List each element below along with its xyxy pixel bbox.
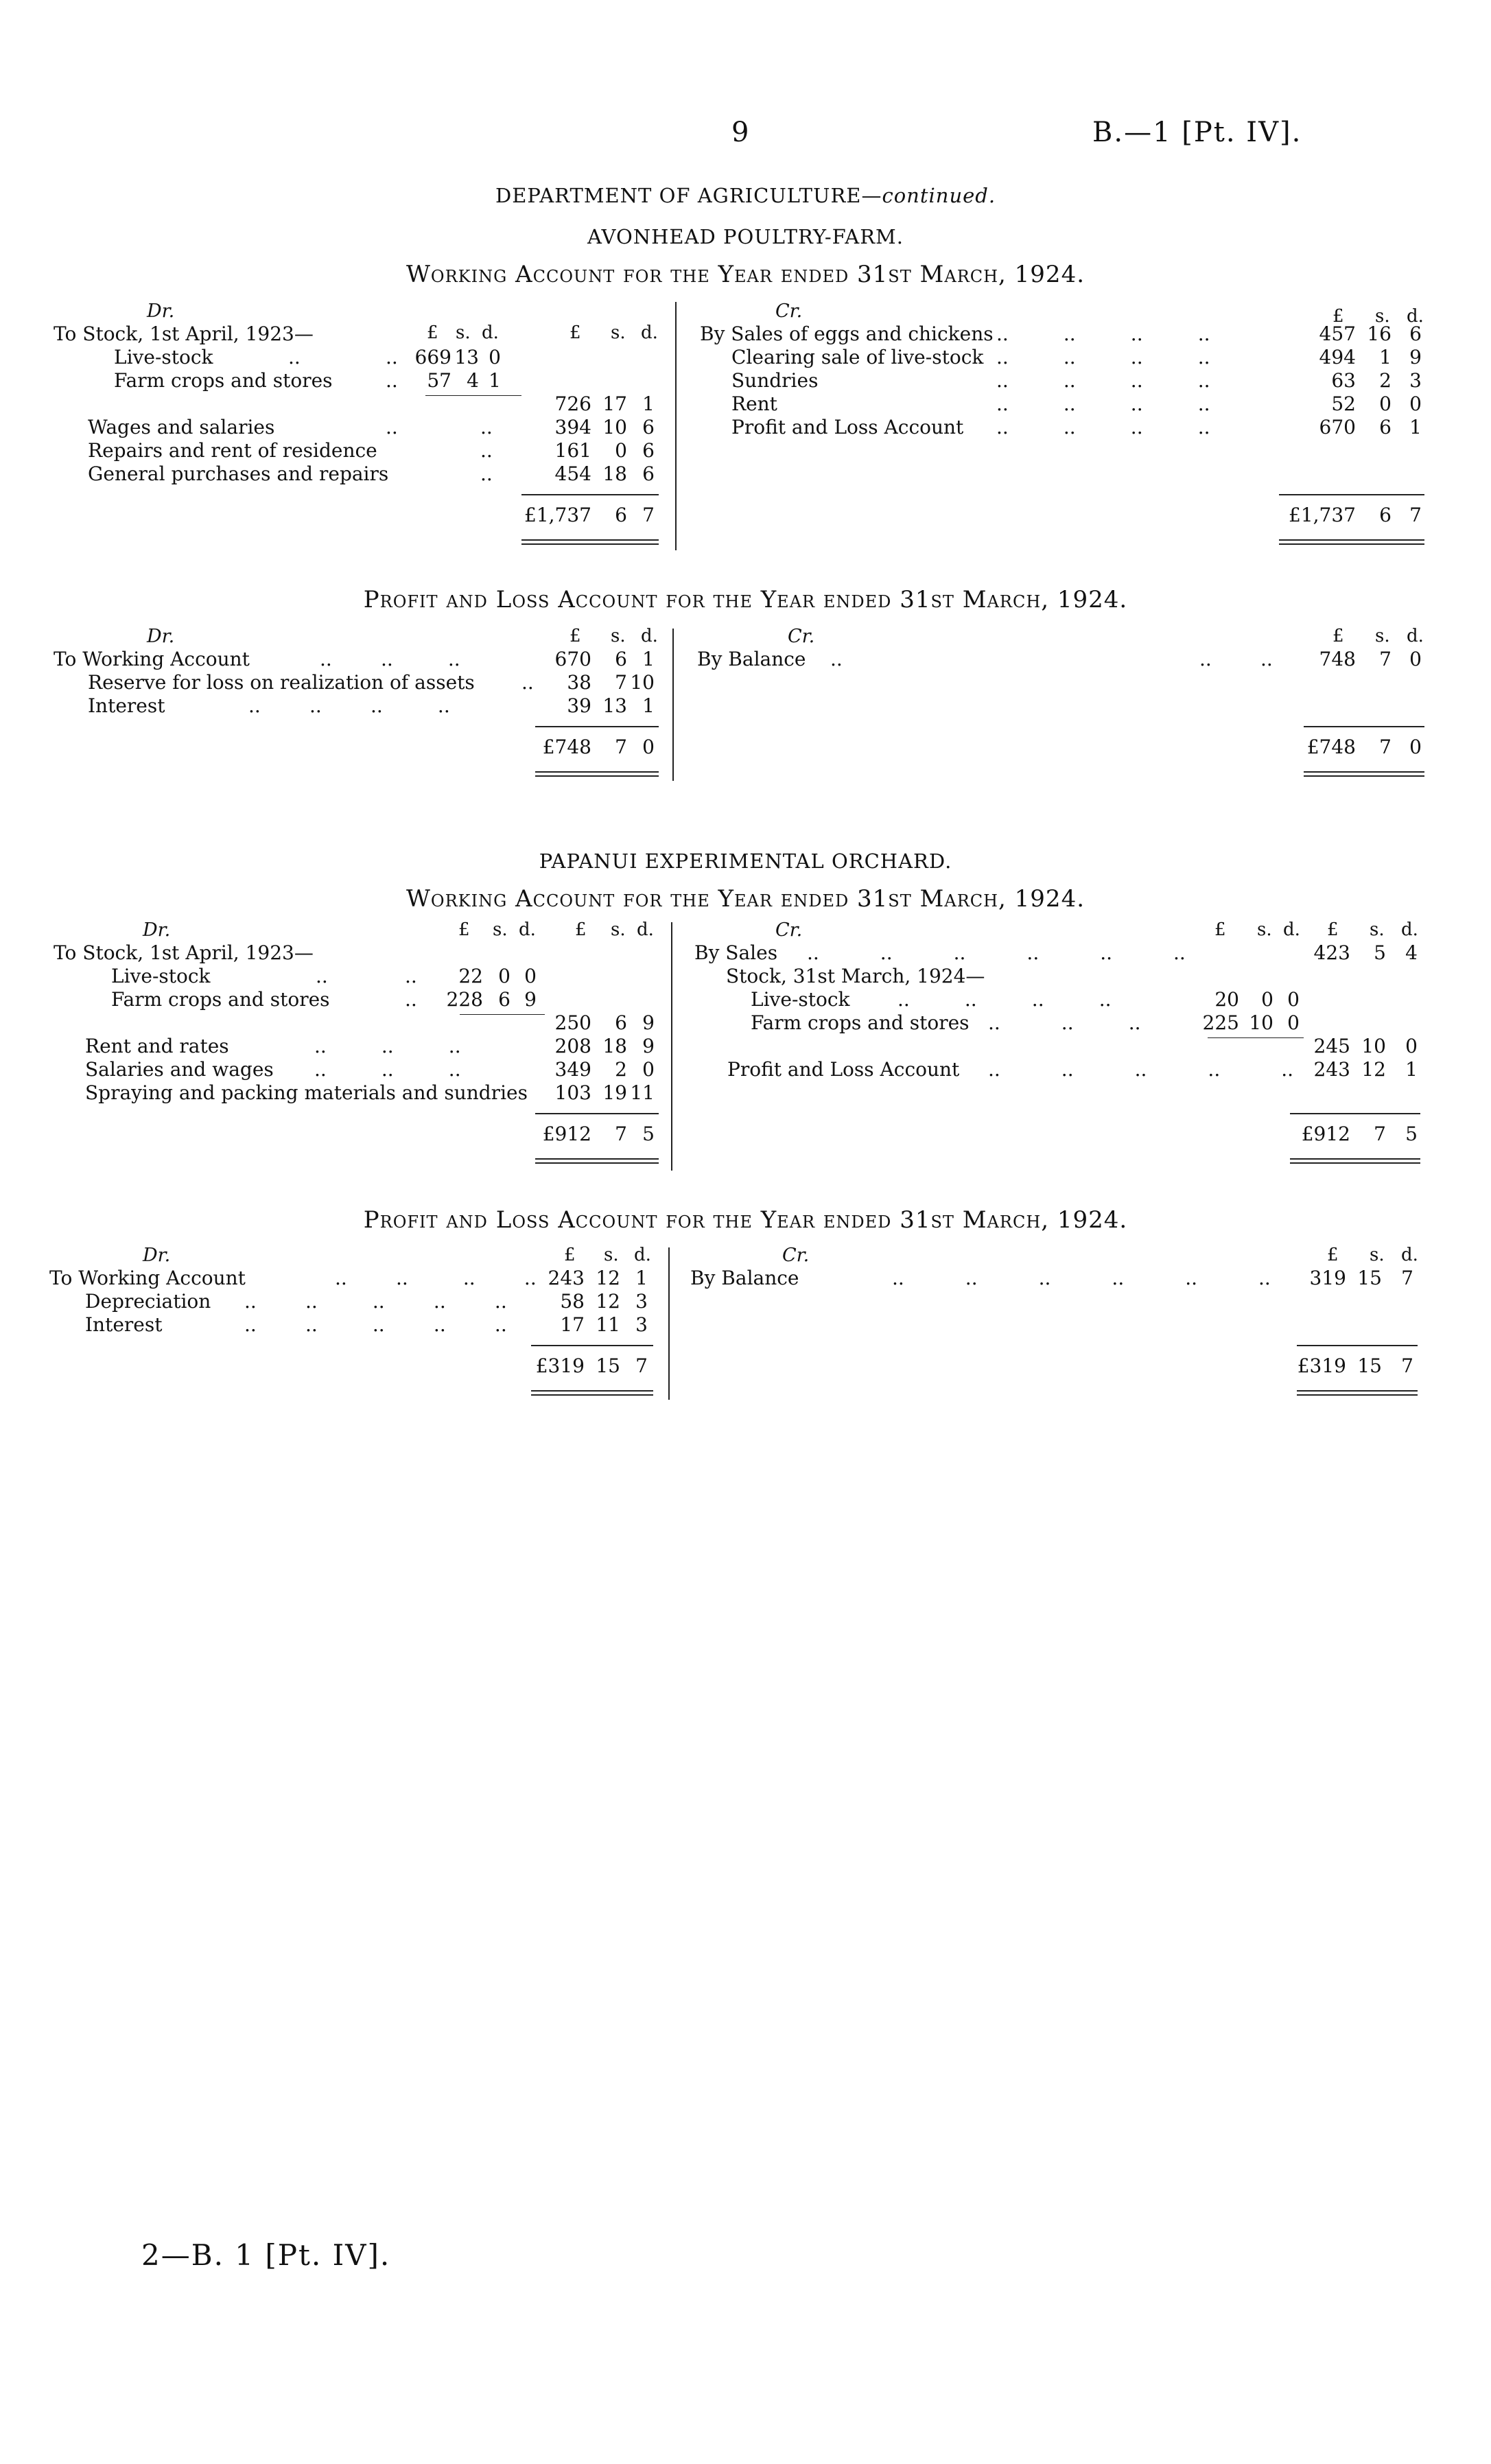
currency-pound: £ [458, 919, 470, 940]
stock-label: To Stock, 1st April, 1923— [54, 941, 314, 964]
amount-pence: 11 [630, 1081, 655, 1104]
amount-pounds: 494 [1319, 346, 1356, 368]
subtotal-pence: 0 [1405, 1035, 1418, 1057]
amount-pounds: 161 [554, 439, 591, 462]
amount-shillings: 12 [596, 1290, 620, 1313]
total-shillings: 7 [1379, 736, 1392, 758]
amount-shillings: 7 [1379, 648, 1392, 670]
total-shillings: 7 [1374, 1123, 1386, 1145]
amount-shillings: 13 [454, 346, 479, 368]
amount-pounds: 319 [1309, 1267, 1346, 1289]
amount-pounds: 103 [554, 1081, 591, 1104]
currency-pound: £ [1327, 919, 1339, 940]
currency-pence: d. [482, 322, 499, 343]
currency-pence: d. [641, 322, 658, 343]
subtotal-pounds: 250 [554, 1011, 591, 1034]
amount-pence: 10 [630, 671, 655, 694]
amount-pounds: 670 [1319, 416, 1356, 438]
amount-shillings: 18 [602, 462, 627, 485]
dr-heading: Dr. [147, 626, 175, 647]
total-shillings: 7 [615, 736, 627, 758]
total-pence: 5 [1405, 1123, 1418, 1145]
section-title-papanui: PAPANUI EXPERIMENTAL ORCHARD. [539, 849, 952, 873]
by-balance-label: By Balance [697, 648, 806, 670]
amount-pounds: 38 [567, 671, 591, 694]
farm-crops-label: Farm crops and stores [751, 1011, 970, 1034]
amount-shillings: 11 [596, 1313, 620, 1336]
column-divider [671, 922, 672, 1171]
pl-account-label: Profit and Loss Account [727, 1058, 960, 1081]
total-pence: 7 [635, 1354, 648, 1377]
currency-pound: £ [1332, 306, 1344, 327]
total-pounds: £1,737 [1289, 504, 1356, 526]
amount-shillings: 0 [1261, 988, 1273, 1011]
total-pounds: £748 [542, 736, 591, 758]
amount-pence: 0 [1409, 392, 1422, 415]
total-shillings: 6 [615, 504, 627, 526]
currency-shilling: s. [1375, 626, 1390, 646]
amount-pounds: 243 [1313, 1058, 1350, 1081]
cr-row-label: Clearing sale of live-stock [731, 346, 984, 368]
currency-shilling: s. [611, 919, 626, 940]
section-title-avonhead: AVONHEAD POULTRY-FARM. [587, 225, 904, 248]
amount-pence: 9 [1409, 346, 1422, 368]
working-account-title: Working Account for the Year ended 31st March, 1924. [406, 885, 1085, 913]
amount-pounds: 243 [548, 1267, 585, 1289]
total-pence: 5 [642, 1123, 655, 1145]
amount-shillings: 0 [1379, 392, 1392, 415]
currency-pound: £ [1214, 919, 1226, 940]
amount-pence: 3 [635, 1290, 648, 1313]
amount-pounds: 349 [554, 1058, 591, 1081]
currency-shilling: s. [1375, 306, 1390, 327]
department-heading: DEPARTMENT OF AGRICULTURE—continued. [495, 184, 996, 207]
currency-pound: £ [575, 919, 587, 940]
column-divider [672, 629, 674, 781]
column-divider [668, 1247, 670, 1400]
total-shillings: 15 [596, 1354, 620, 1377]
pl-row-label: Depreciation [85, 1290, 211, 1313]
total-shillings: 6 [1379, 504, 1392, 526]
amount-pence: 6 [642, 439, 655, 462]
total-pence: 7 [642, 504, 655, 526]
total-pence: 7 [1401, 1354, 1413, 1377]
live-stock-label: Live-stock [751, 988, 850, 1011]
profit-loss-title: Profit and Loss Account for the Year ended 31st March, 1924. [363, 586, 1128, 613]
amount-pounds: 748 [1319, 648, 1356, 670]
amount-shillings: 4 [467, 369, 479, 392]
by-sales-label: By Sales [694, 941, 778, 964]
cr-row-label: Sundries [731, 369, 819, 392]
pl-row-label: To Working Account [49, 1267, 246, 1289]
currency-shilling: s. [493, 919, 508, 940]
document-reference: B.—1 [Pt. IV]. [1092, 117, 1302, 148]
amount-pence: 1 [1409, 416, 1422, 438]
currency-shilling: s. [1370, 1245, 1385, 1265]
subtotal-pence: 1 [642, 392, 655, 415]
amount-pounds: 52 [1331, 392, 1356, 415]
amount-shillings: 5 [1374, 941, 1386, 964]
amount-shillings: 12 [1361, 1058, 1386, 1081]
dr-heading: Dr. [147, 301, 175, 322]
total-pounds: £912 [1301, 1123, 1350, 1145]
pl-row-label: To Working Account [54, 648, 250, 670]
cr-heading: Cr. [775, 919, 803, 941]
general-purchases-label: General purchases and repairs [88, 462, 389, 485]
amount-shillings: 13 [602, 694, 627, 717]
amount-pence: 3 [635, 1313, 648, 1336]
subtotal-pounds: 245 [1313, 1035, 1350, 1057]
total-pounds: £912 [542, 1123, 591, 1145]
amount-shillings: 0 [498, 965, 510, 987]
spraying-label: Spraying and packing materials and sundries [85, 1081, 528, 1104]
currency-pound: £ [564, 1245, 576, 1265]
currency-pence: d. [1401, 1245, 1418, 1265]
amount-shillings: 6 [1379, 416, 1392, 438]
amount-pence: 9 [524, 988, 537, 1011]
amount-shillings: 6 [498, 988, 510, 1011]
subtotal-pence: 9 [642, 1011, 655, 1034]
amount-pounds: 208 [554, 1035, 591, 1057]
footer-reference: 2—B. 1 [Pt. IV]. [141, 2238, 391, 2272]
amount-pence: 6 [1409, 322, 1422, 345]
currency-pound: £ [1332, 626, 1344, 646]
amount-pounds: 457 [1319, 322, 1356, 345]
pl-row-label: Reserve for loss on realization of assets [88, 671, 475, 694]
live-stock-label: Live-stock [111, 965, 211, 987]
currency-pence: d. [519, 919, 536, 940]
amount-pounds: 225 [1202, 1011, 1239, 1034]
amount-pence: 0 [1409, 648, 1422, 670]
amount-shillings: 10 [602, 416, 627, 438]
amount-shillings: 7 [615, 671, 627, 694]
cr-row-label: Profit and Loss Account [731, 416, 964, 438]
currency-pence: d. [1401, 919, 1418, 940]
amount-pence: 0 [642, 1058, 655, 1081]
amount-pounds: 22 [458, 965, 483, 987]
subtotal-shillings: 17 [602, 392, 627, 415]
amount-pounds: 670 [554, 648, 591, 670]
pl-row-label: Interest [88, 694, 165, 717]
total-pounds: £748 [1306, 736, 1356, 758]
currency-pence: d. [634, 1245, 651, 1265]
amount-pounds: 669 [414, 346, 451, 368]
amount-shillings: 18 [602, 1035, 627, 1057]
currency-pence: d. [637, 919, 654, 940]
amount-shillings: 10 [1249, 1011, 1273, 1034]
amount-pence: 6 [642, 416, 655, 438]
amount-pounds: 57 [427, 369, 451, 392]
amount-shillings: 6 [615, 648, 627, 670]
subtotal-pounds: 726 [554, 392, 591, 415]
currency-shilling: s. [604, 1245, 619, 1265]
amount-pounds: 17 [560, 1313, 585, 1336]
amount-pounds: 58 [560, 1290, 585, 1313]
amount-pence: 7 [1401, 1267, 1413, 1289]
dr-heading: Dr. [143, 919, 171, 941]
amount-shillings: 15 [1357, 1267, 1382, 1289]
pl-row-label: Interest [85, 1313, 163, 1336]
currency-shilling: s. [1370, 919, 1385, 940]
currency-pence: d. [1283, 919, 1300, 940]
column-divider [675, 302, 677, 550]
amount-pounds: 228 [446, 988, 483, 1011]
amount-pence: 4 [1405, 941, 1418, 964]
amount-shillings: 2 [1379, 369, 1392, 392]
amount-pence: 0 [524, 965, 537, 987]
stock-31-march-label: Stock, 31st March, 1924— [726, 965, 985, 987]
amount-pence: 3 [1409, 369, 1422, 392]
amount-shillings: 0 [615, 439, 627, 462]
page-number: 9 [731, 117, 749, 148]
rent-rates-label: Rent and rates [85, 1035, 229, 1057]
dr-heading: Dr. [143, 1245, 171, 1266]
amount-pence: 0 [1287, 988, 1300, 1011]
amount-pence: 1 [642, 648, 655, 670]
amount-shillings: 16 [1367, 322, 1392, 345]
cr-row-label: Rent [731, 392, 777, 415]
amount-shillings: 2 [615, 1058, 627, 1081]
live-stock-label: Live-stock [114, 346, 213, 368]
repairs-label: Repairs and rent of residence [88, 439, 377, 462]
profit-loss-title: Profit and Loss Account for the Year ended 31st March, 1924. [363, 1206, 1128, 1234]
currency-pence: d. [1407, 626, 1424, 646]
total-shillings: 7 [615, 1123, 627, 1145]
total-shillings: 15 [1357, 1354, 1382, 1377]
by-balance-label: By Balance [690, 1267, 799, 1289]
amount-shillings: 12 [596, 1267, 620, 1289]
currency-pound: £ [570, 322, 581, 343]
amount-pounds: 39 [567, 694, 591, 717]
total-pounds: £319 [535, 1354, 585, 1377]
currency-pound: £ [427, 322, 438, 343]
currency-pence: d. [641, 626, 658, 646]
subtotal-shillings: 10 [1361, 1035, 1386, 1057]
amount-pence: 9 [642, 1035, 655, 1057]
amount-pence: 1 [489, 369, 501, 392]
amount-pounds: 423 [1313, 941, 1350, 964]
total-pence: 0 [1409, 736, 1422, 758]
currency-pound: £ [570, 626, 581, 646]
total-pence: 7 [1409, 504, 1422, 526]
amount-pence: 1 [635, 1267, 648, 1289]
amount-pence: 1 [642, 694, 655, 717]
cr-row-label: By Sales of eggs and chickens [700, 322, 994, 345]
amount-pounds: 454 [554, 462, 591, 485]
amount-shillings: 1 [1379, 346, 1392, 368]
working-account-title: Working Account for the Year ended 31st March, 1924. [406, 261, 1085, 288]
cr-heading: Cr. [775, 301, 803, 322]
farm-crops-label: Farm crops and stores [111, 988, 330, 1011]
wages-label: Wages and salaries [88, 416, 275, 438]
amount-pounds: 63 [1331, 369, 1356, 392]
amount-pence: 0 [489, 346, 501, 368]
total-pounds: £1,737 [524, 504, 591, 526]
amount-pence: 0 [1287, 1011, 1300, 1034]
currency-shilling: s. [611, 322, 626, 343]
currency-shilling: s. [611, 626, 626, 646]
cr-heading: Cr. [788, 626, 815, 647]
amount-pence: 6 [642, 462, 655, 485]
amount-pence: 1 [1405, 1058, 1418, 1081]
amount-pounds: 394 [554, 416, 591, 438]
currency-pound: £ [1327, 1245, 1339, 1265]
amount-pounds: 20 [1214, 988, 1239, 1011]
stock-label: To Stock, 1st April, 1923— [54, 322, 314, 345]
cr-heading: Cr. [782, 1245, 810, 1266]
currency-shilling: s. [456, 322, 471, 343]
currency-shilling: s. [1257, 919, 1272, 940]
amount-shillings: 19 [602, 1081, 627, 1104]
subtotal-shillings: 6 [615, 1011, 627, 1034]
currency-pence: d. [1407, 306, 1424, 327]
total-pence: 0 [642, 736, 655, 758]
farm-crops-label: Farm crops and stores [114, 369, 333, 392]
salaries-wages-label: Salaries and wages [85, 1058, 274, 1081]
total-pounds: £319 [1297, 1354, 1346, 1377]
